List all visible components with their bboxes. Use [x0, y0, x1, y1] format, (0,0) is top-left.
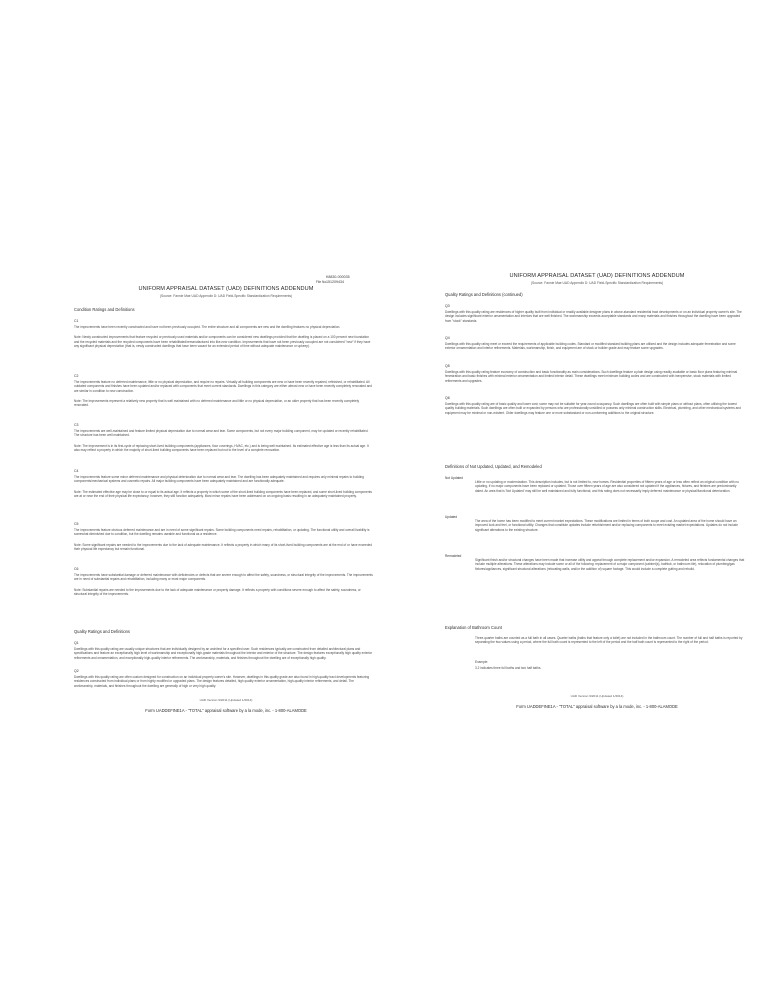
file-number-block	[316, 275, 396, 284]
c1-code: C1	[74, 319, 79, 323]
q1-text: Dwellings with this quality rating are usually unique structures that are individually designed by an architect for a specified user. Such residences typically are constructed from detailed architectural plans and specifications and feature an exceptionally high level of workmanship and exceptionally high-grade materials throughout the interior and exterior of the structure. The design features exceptionally high quality exterior refinements and ornamentation, and exceptionally high-quality interior refinements. The workmanship, materials, and finishes throughout the dwelling are of exceptionally high quality.	[74, 647, 373, 660]
not-updated-block	[445, 476, 745, 493]
c2-text: The improvements feature no deferred maintenance, little or no physical depreciation, and require no repairs. Virtually all building components are new or have been recently repaired, refinished, or rehabilitated. All outdated components and finishes have been updated and/or replaced with components that meet current standards. Dwellings in this category are either almost new or have been recently completely renovated and are similar in condition to new construction.	[74, 380, 373, 393]
q3-code: Q3	[445, 304, 450, 308]
bathroom-text: Three-quarter baths are counted as a full bath in all cases. Quarter baths (baths that feature only a toilet) are not included in the bathroom count. The number of full and half baths is reported by separating the two values using a period, where the full bath count is represented to the left of the period and the half bath count is represented to the right of the period.	[475, 636, 743, 645]
q5-text: Dwellings with this quality rating feature economy of construction and basic functionality as main considerations. Such dwellings feature a plain design using readily available or basic floor plans featuring minimal fenestration and basic finishes with minimal exterior ornamentation and limited interior detail. These dwellings meet minimum building codes and are constructed with inexpensive, stock materials with limited refinements and upgrades.	[445, 370, 738, 383]
form-line: Form UADDEFINE1A - "TOTAL" appraisal software by a la mode, inc. - 1-800-ALAMODE	[516, 704, 678, 709]
c1-note: Note: Newly constructed improvements that feature recycled or previously used materials and/or components can be considered new dwellings provided that the dwelling is placed on a 100 percent new foundation and the recycled materials and the recycled components have been rehabilitated/remanufactured into like-new condition. Improvements that have not been previously occupied are not considered "new" if they have any significant physical depreciation (that is, newly constructed dwellings that have been vacant for an extended period of time without adequate maintenance or upkeep).	[74, 335, 371, 348]
page-subtitle: (Source: Fannie Mae UAD Appendix D: UAD Field-Specific Standardization Requirements)	[530, 281, 664, 285]
c2-code: C2	[74, 374, 79, 378]
updated-block	[445, 515, 745, 532]
q2-text: Dwellings with this quality rating are often custom designed for construction on an individual property owner's site. However, dwellings in this quality grade are also found in high-quality tract developments featuring residences constructed from individual plans or from highly modified or upgraded plans. The design features detailed, high quality exterior ornamentation, high-quality interior refinements, and detail. The workmanship, materials, and finishes throughout the dwelling are generally of high or very high quality.	[74, 675, 370, 688]
not-updated-text: Little or no updating or modernization. This description includes, but is not limited to, new homes. Residential properties of fifteen years of age or less often reflect an original condition with no updating, if no major components have been replaced or updated. Those over fifteen years of age are also considered not updated if the appliances, fixtures, and finishes are predominantly dated. An area that is 'Not Updated' may still be well maintained and fully functional, and this rating does not necessarily imply deferred maintenance or physical/functional deterioration.	[475, 480, 739, 493]
page-title: UNIFORM APPRAISAL DATASET (UAD) DEFINITIONS ADDENDUM	[138, 286, 314, 292]
file-number-1: K8830-000035	[326, 275, 350, 279]
c1-text: The improvements have been recently constructed and have not been previously occupied. The entire structure and all components are new and the dwelling features no physical depreciation.	[74, 325, 341, 329]
q5-code: Q5	[445, 364, 450, 368]
bathroom-heading: Explanation of Bathroom Count	[445, 625, 502, 630]
c6-text: The improvements have substantial damage or deferred maintenance with deficiencies or defects that are severe enough to affect the safety, soundness, or structural integrity of the improvements. The improvements are in need of substantial repairs and rehabilitation, including many or most major components.	[74, 573, 373, 582]
c3-code: C3	[74, 423, 79, 427]
c6-note: Note: Substantial repairs are needed to the improvements due to the lack of adequate maintenance or property damage. It reflects a property with conditions severe enough to affect the safety, soundness, or structural integrity of the improvements.	[74, 587, 361, 596]
version-text: UAD Version 9/2011 (Updated 1/2014)	[199, 698, 253, 702]
form-line: Form UADDEFINE1A - "TOTAL" appraisal software by a la mode, inc. - 1-800-ALAMODE	[145, 708, 307, 713]
q3-text: Dwellings with this quality rating are residences of higher quality built from individual or readily available designer plans in above-standard residential tract developments or on an individual property owner's site. The design includes significant exterior ornamentation and interiors that are well finished. The workmanship exceeds acceptable standards and many materials and finishes throughout the dwelling have been upgraded from "stock" standards.	[445, 310, 742, 323]
quality-continued-heading: Quality Ratings and Definitions (continued)	[445, 292, 523, 297]
c4-code: C4	[74, 469, 79, 473]
file-number-label: File No.	[316, 279, 327, 284]
c5-code: C5	[74, 522, 79, 526]
quality-heading: Quality Ratings and Definitions	[74, 629, 130, 634]
c4-text: The improvements feature some minor deferred maintenance and physical deterioration due to normal wear and tear. The dwelling has been adequately maintained and requires only minimal repairs to building components/mechanical systems and cosmetic repairs. All major building components have been adequately maintained and are functionally adequate.	[74, 475, 364, 484]
c3-note: Note: The improvement is in its first-cycle of replacing short-lived building components (appliances, floor coverings, HVAC, etc.) and is being well maintained. Its estimated effective age is less than its actual age. It also may reflect a property in which the majority of short-lived building components have been replaced but not to the level of a complete renovation.	[74, 443, 369, 452]
updated-heading: Definitions of Not Updated, Updated, and Remodeled	[445, 464, 542, 469]
remodeled-block	[445, 554, 745, 571]
remodeled-text: Significant finish and/or structural changes have been made that increase utility and appeal through complete replacement and/or expansion. A remodeled area reflects fundamental changes that include multiple alterations. These alterations may include some or all of the following: replacement of a major component (cabinet(s), bathtub, or bathroom tile), relocation of plumbing/gas fixtures/appliances, significant structural alterations (relocating walls, and/or the addition of) square footage. This would include a complete gutting and rebuild.	[475, 558, 745, 571]
c2-note: Note: The improvements represent a relatively new property that is well maintained with no deferred maintenance and little or no physical depreciation, or an older property that has been recently completely renovated.	[74, 398, 360, 408]
updated-text: The area of the home has been modified to meet current market expectations. These modifications are limited in terms of both scope and cost. An updated area of the home should have an improved look and feel, or functional utility. Changes that constitute updates include refurbishment and/or replacing components to meet existing market expectations. Updates do not include significant alterations to the existing structure.	[475, 519, 739, 532]
c4-note: Note: The estimated effective age may be close to or equal to its actual age. It reflects a property in which some of the short-lived building components have been replaced, and some short-lived building components are at or near the end of their physical life expectancy; however, they still function adequately. Most minor repairs have been addressed on an ongoing basis resulting in an adequately maintained property.	[74, 489, 372, 498]
c3-text: The improvements are well-maintained and feature limited physical depreciation due to normal wear and tear. Some components, but not every major building component, may be updated or recently rehabilitated. The structure has been well maintained.	[74, 429, 369, 438]
q6-code: Q6	[445, 396, 450, 400]
q4-code: Q4	[445, 336, 450, 340]
page-1-footer	[66, 698, 386, 713]
condition-heading: Condition Ratings and Definitions	[74, 307, 135, 312]
addendum-page-1	[66, 270, 386, 713]
q1-code: Q1	[74, 641, 79, 645]
version-text: UAD Version 9/2011 (Updated 1/2014)	[570, 694, 624, 698]
c6-code: C6	[74, 567, 79, 571]
q4-text: Dwellings with this quality rating meet or exceed the requirements of applicable building codes. Standard or modified standard building plans are utilized and the design includes adequate fenestration and some exterior ornamentation and interior refinements. Materials, workmanship, finish, and equipment are of stock or builder grade and may feature some upgrades.	[445, 342, 736, 351]
addendum-page-2	[437, 270, 757, 710]
updated-label: Updated	[445, 515, 458, 519]
q6-text: Dwellings with this quality rating are of basic quality and lower cost; some may not be suitable for year-round occupancy. Such dwellings are often built with simple plans or without plans, often utilizing the lowest quality building materials. Such dwellings are often built or expanded by persons who are professionally unskilled or possess only minimal construction skills. Electrical, plumbing, and other mechanical systems and equipment may be minimal or non-existent. Older dwellings may feature one or more substandard or non-conforming additions to the original structure.	[445, 402, 741, 415]
c5-note: Note: Some significant repairs are needed to the improvements due to the lack of adequate maintenance. It reflects a property in which many of its short-lived building components are at the end of or have exceeded their physical life expectancy but remain functional.	[74, 542, 373, 551]
page-subtitle: (Source: Fannie Mae UAD Appendix D: UAD Field-Specific Standardization Requirements)	[159, 294, 293, 298]
c5-text: The improvements feature obvious deferred maintenance and are in need of some significant repairs. Some building components need repairs, rehabilitation, or updating. The functional utility and overall livability is somewhat diminished due to condition, but the dwelling remains useable and functional as a residence.	[74, 528, 370, 537]
example-label: Example:	[475, 660, 489, 664]
file-number-2: 151209434	[326, 279, 344, 284]
q2-code: Q2	[74, 669, 79, 673]
page-title: UNIFORM APPRAISAL DATASET (UAD) DEFINITIONS ADDENDUM	[509, 273, 685, 279]
not-updated-label: Not Updated	[445, 476, 463, 480]
remodeled-label: Remodeled	[445, 554, 462, 558]
example-text: 3.2 indicates three full baths and two half baths.	[475, 666, 542, 670]
page-2-footer	[437, 694, 757, 709]
